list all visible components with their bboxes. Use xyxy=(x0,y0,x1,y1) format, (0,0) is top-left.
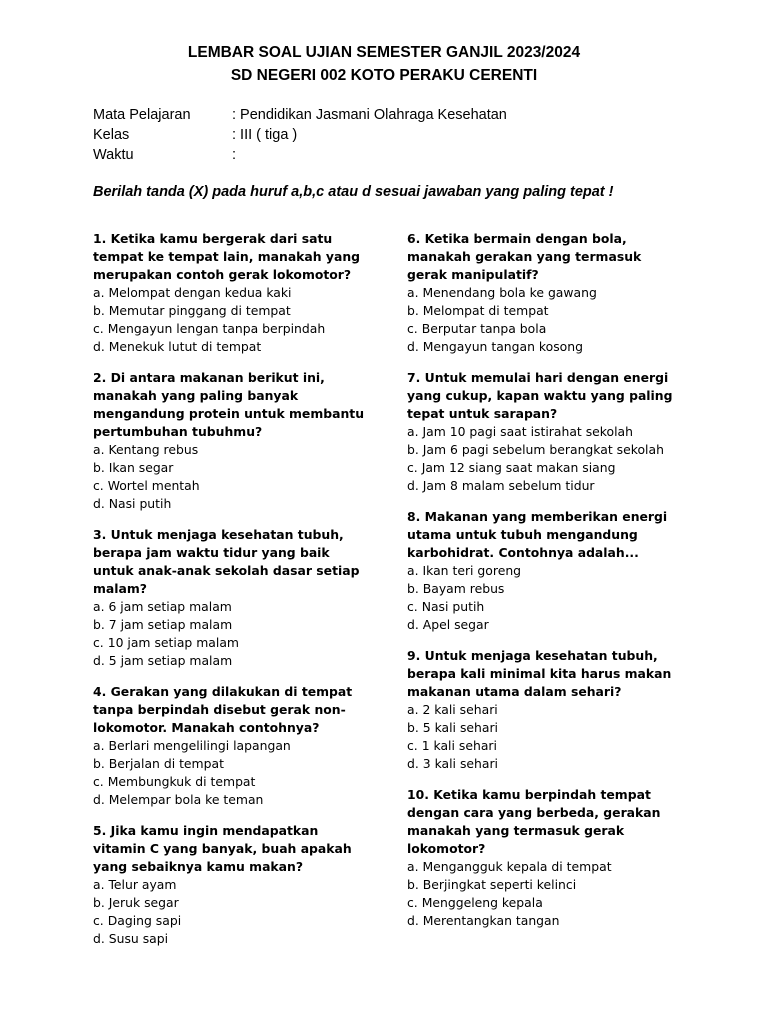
option-b: b. 5 kali sehari xyxy=(407,720,498,735)
option-a: a. 2 kali sehari xyxy=(407,702,498,717)
question-9 xyxy=(407,647,685,773)
option-b: b. Bayam rebus xyxy=(407,581,505,596)
option-c: c. Daging sapi xyxy=(93,913,182,928)
option-d: d. Menekuk lutut di tempat xyxy=(93,339,262,354)
question-text: 4. Gerakan yang dilakukan di tempat tanpa berpindah disebut gerak non-lokomotor. Manakah contohnya? xyxy=(93,684,353,735)
instruction-text: Berilah tanda (X) pada huruf a,b,c atau d sesuai jawaban yang paling tepat ! xyxy=(93,184,614,200)
option-a: a. Menendang bola ke gawang xyxy=(407,285,597,300)
option-c: c. Berputar tanpa bola xyxy=(407,321,547,336)
option-a: a. Kentang rebus xyxy=(93,442,199,457)
question-8 xyxy=(407,508,685,634)
option-a: a. Jam 10 pagi saat istirahat sekolah xyxy=(407,424,633,439)
question-column-left xyxy=(93,230,371,961)
option-a: a. 6 jam setiap malam xyxy=(93,599,232,614)
option-b: b. Berjalan di tempat xyxy=(93,756,224,771)
info-label: Kelas xyxy=(93,127,130,143)
question-4 xyxy=(93,683,371,809)
option-b: b. Berjingkat seperti kelinci xyxy=(407,877,577,892)
option-d: d. Apel segar xyxy=(407,617,489,632)
option-a: a. Melompat dengan kedua kaki xyxy=(93,285,292,300)
option-c: c. Wortel mentah xyxy=(93,478,200,493)
option-b: b. 7 jam setiap malam xyxy=(93,617,233,632)
question-text: 2. Di antara makanan berikut ini, manakah yang paling banyak mengandung protein untuk membantu pertumbuhan tubuhmu? xyxy=(93,370,365,439)
option-b: b. Memutar pinggang di tempat xyxy=(93,303,291,318)
question-text: 6. Ketika bermain dengan bola, manakah gerakan yang termasuk gerak manipulatif? xyxy=(407,231,642,282)
option-c: c. Nasi putih xyxy=(407,599,485,614)
page-title: LEMBAR SOAL UJIAN SEMESTER GANJIL 2023/2024 xyxy=(187,44,581,61)
question-column-right xyxy=(407,230,685,943)
school-name: SD NEGERI 002 KOTO PERAKU CERENTI xyxy=(230,67,538,84)
option-b: b. Melompat di tempat xyxy=(407,303,549,318)
question-2 xyxy=(93,369,371,513)
option-c: c. Menggeleng kepala xyxy=(407,895,543,910)
option-c: c. Membungkuk di tempat xyxy=(93,774,256,789)
option-d: d. 5 jam setiap malam xyxy=(93,653,233,668)
question-7 xyxy=(407,369,685,495)
option-d: d. Nasi putih xyxy=(93,496,172,511)
option-d: d. Jam 8 malam sebelum tidur xyxy=(407,478,595,493)
option-c: c. 10 jam setiap malam xyxy=(93,635,239,650)
option-c: c. Jam 12 siang saat makan siang xyxy=(407,460,616,475)
question-text: 3. Untuk menjaga kesehatan tubuh, berapa jam waktu tidur yang baik untuk anak-anak sekolah dasar setiap malam? xyxy=(93,527,360,596)
option-a: a. Telur ayam xyxy=(93,877,177,892)
question-text: 1. Ketika kamu bergerak dari satu tempat ke tempat lain, manakah yang merupakan contoh gerak lokomotor? xyxy=(93,231,361,282)
question-5 xyxy=(93,822,371,948)
question-3 xyxy=(93,526,371,670)
info-value: : xyxy=(232,147,237,163)
question-text: 8. Makanan yang memberikan energi utama untuk tubuh mengandung karbohidrat. Contohnya adalah... xyxy=(407,509,668,560)
question-6 xyxy=(407,230,685,356)
option-d: d. Mengayun tangan kosong xyxy=(407,339,583,354)
info-label: Waktu xyxy=(93,147,134,163)
info-label: Mata Pelajaran xyxy=(93,107,191,123)
option-b: b. Jam 6 pagi sebelum berangkat sekolah xyxy=(407,442,664,457)
option-a: a. Ikan teri goreng xyxy=(407,563,522,578)
option-a: a. Mengangguk kepala di tempat xyxy=(407,859,612,874)
question-10 xyxy=(407,786,685,930)
option-d: d. Melempar bola ke teman xyxy=(93,792,264,807)
question-text: 5. Jika kamu ingin mendapatkan vitamin C yang banyak, buah apakah yang sebaiknya kamu makan? xyxy=(93,823,352,874)
option-b: b. Ikan segar xyxy=(93,460,174,475)
option-c: c. Mengayun lengan tanpa berpindah xyxy=(93,321,326,336)
option-d: d. Merentangkan tangan xyxy=(407,913,560,928)
option-d: d. Susu sapi xyxy=(93,931,169,946)
question-text: 7. Untuk memulai hari dengan energi yang cukup, kapan waktu yang paling tepat untuk sarapan? xyxy=(407,370,673,421)
info-value: : III ( tiga ) xyxy=(232,127,298,143)
option-d: d. 3 kali sehari xyxy=(407,756,498,771)
question-text: 9. Untuk menjaga kesehatan tubuh, berapa kali minimal kita harus makan makanan utama dalam sehari? xyxy=(407,648,672,699)
option-c: c. 1 kali sehari xyxy=(407,738,497,753)
info-value: : Pendidikan Jasmani Olahraga Kesehatan xyxy=(232,107,507,123)
option-b: b. Jeruk segar xyxy=(93,895,179,910)
question-1 xyxy=(93,230,371,356)
option-a: a. Berlari mengelilingi lapangan xyxy=(93,738,291,753)
question-text: 10. Ketika kamu berpindah tempat dengan cara yang berbeda, gerakan manakah yang termasuk gerak lokomotor? xyxy=(407,787,661,856)
